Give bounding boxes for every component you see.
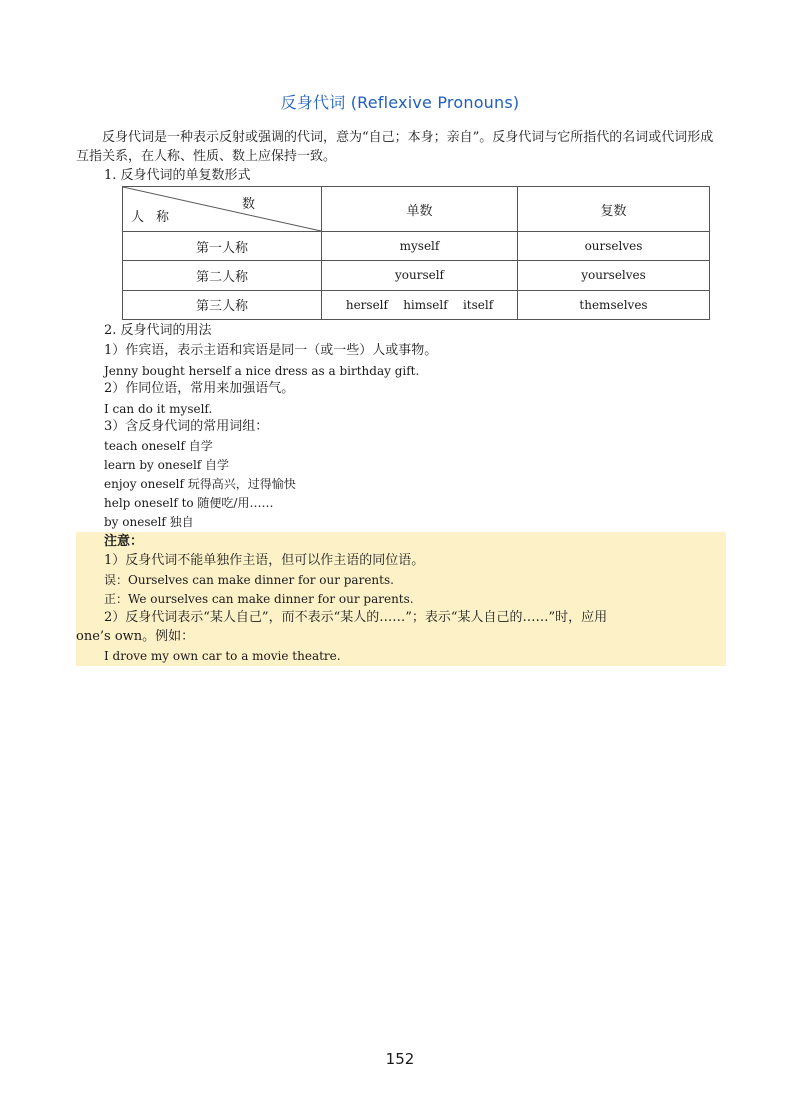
usage-line: I can do it myself. — [104, 402, 213, 416]
row-person: 第二人称 — [123, 261, 322, 290]
table-diagonal-header — [123, 187, 322, 232]
note-line: 误：Ourselves can make dinner for our parents. — [104, 573, 394, 587]
page-title: 反身代词 (Reflexive Pronouns) — [280, 93, 520, 112]
note-line: 1）反身代词不能单独作主语，但可以作主语的同位语。 — [104, 553, 425, 568]
pronoun-table — [122, 186, 710, 320]
usage-line: by oneself 独自 — [104, 515, 194, 529]
row-singular: yourself — [322, 261, 518, 290]
usage-line: 2）作同位语，常用来加强语气。 — [104, 381, 295, 396]
row-singular: myself — [322, 232, 518, 261]
page-number: 152 — [385, 1050, 415, 1068]
header-person-label: 人称 — [131, 210, 182, 225]
table-row — [123, 261, 710, 290]
usage-line: enjoy oneself 玩得高兴，过得愉快 — [104, 477, 296, 491]
note-box — [76, 532, 726, 666]
usage-line: teach oneself 自学 — [104, 439, 213, 453]
usage-line: learn by oneself 自学 — [104, 458, 230, 472]
row-plural: yourselves — [518, 261, 710, 290]
header-singular: 单数 — [322, 187, 518, 232]
table-row — [123, 232, 710, 261]
note-line: 正：We ourselves can make dinner for our parents. — [104, 592, 414, 606]
table-row — [123, 290, 710, 319]
header-number-label: 数 — [241, 197, 255, 212]
row-plural: themselves — [518, 290, 710, 319]
row-person: 第三人称 — [123, 290, 322, 319]
note-line: I drove my own car to a movie theatre. — [104, 649, 341, 663]
intro-paragraph: 反身代词是一种表示反射或强调的代词，意为“自己；本身；亲自”。反身代词与它所指代的名词或代词形成互指关系，在人称、性质、数上应保持一致。 — [76, 130, 714, 164]
row-plural: ourselves — [518, 232, 710, 261]
note-line: 2）反身代词表示“某人自己”，而不表示“某人的……”；表示“某人自己的……”时，应用 — [104, 610, 608, 625]
header-plural: 复数 — [518, 187, 710, 232]
usage-line: Jenny bought herself a nice dress as a birthday gift. — [104, 364, 420, 378]
section-heading-2: 2. 反身代词的用法 — [104, 323, 212, 338]
row-person: 第一人称 — [123, 232, 322, 261]
row-singular: herself himself itself — [322, 290, 518, 319]
usage-line: 3）含反身代词的常用词组： — [104, 419, 269, 434]
usage-line: help oneself to 随便吃/用…… — [104, 496, 274, 510]
note-line: one’s own。例如： — [76, 629, 195, 644]
section-heading-1: 1. 反身代词的单复数形式 — [104, 168, 251, 183]
usage-line: 1）作宾语，表示主语和宾语是同一（或一些）人或事物。 — [104, 343, 438, 358]
note-heading: 注意： — [104, 534, 144, 549]
